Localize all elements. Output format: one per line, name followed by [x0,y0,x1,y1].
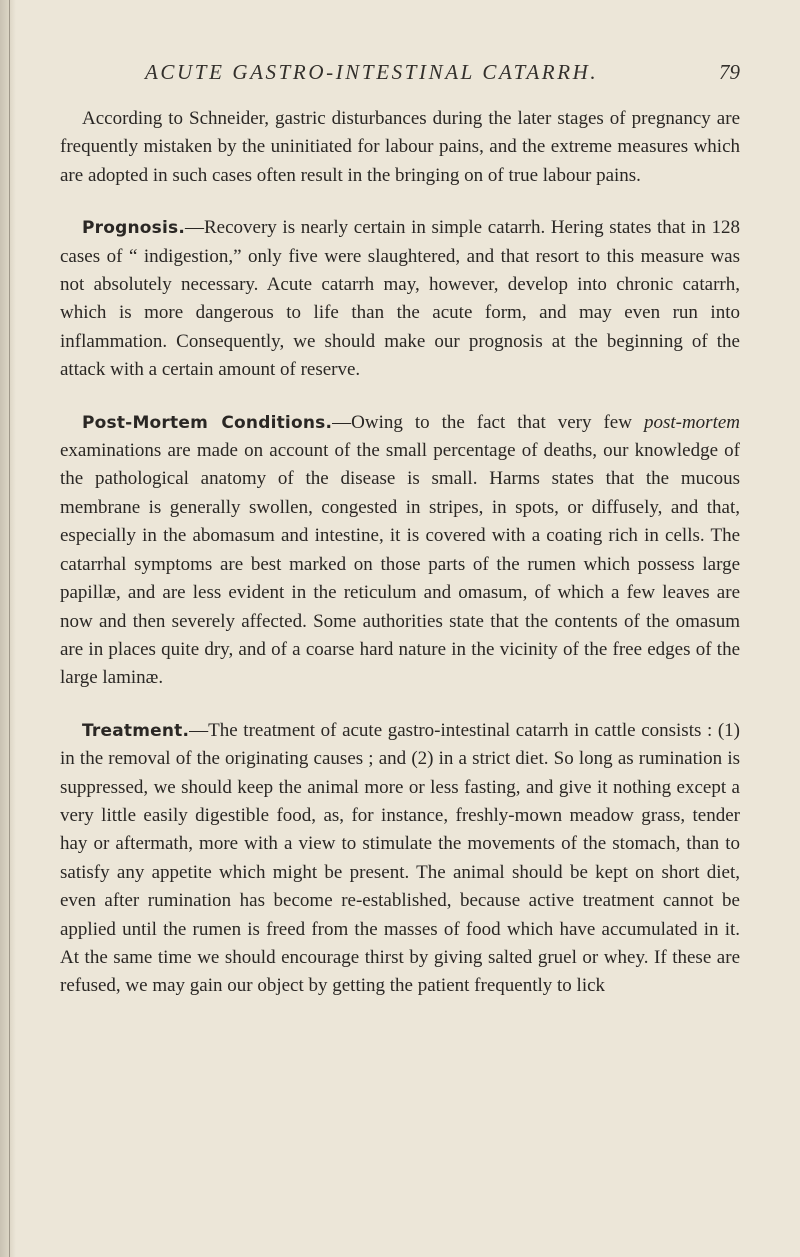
paragraph-text: —The treatment of acute gastro-intestinal catarrh in cattle consists : (1) in the removal of the originating causes ; and (2) in a strict diet. So long as rumination is suppressed, we should keep the animal more or less fasting, and give it nothing except a very little easily digestible food, as, for instance, freshly-mown meadow grass, tender hay or aftermath, more with a view to stimulate the movements of the stomach, than to satisfy any appetite which might be present. The animal should be kept on short diet, even after rumination has become re-established, because active treatment cannot be applied until the rumen is freed from the masses of food which have accumulated in it. At the same time we should encourage thirst by giving salted gruel or whey. If these are refused, we may gain our object by getting the patient frequently to lick [60,719,740,997]
paragraph-post-mortem [60,409,740,693]
book-page [60,56,741,997]
page-binding-shadow [0,0,16,1257]
page-body [60,105,740,1001]
paragraph-prognosis [60,214,740,384]
paragraph-text: —Owing to the fact that very few [332,411,644,433]
paragraph-text: examinations are made on account of the small percentage of deaths, our knowledge of the pathological anatomy of the disease is small. Harms states that the mucous membrane is generally swollen, congested in stripes, in spots, or diffusely, and that, especially in the abomasum and intestine, it is covered with a coating rich in cells. The catarrhal symptoms are best marked on those parts of the rumen which possess large papillæ, and are less evident in the reticulum and omasum, of which a few leaves are now and then severely affected. Some authorities state that the contents of the omasum are in places quite dry, and of a coarse hard nature in the vicinity of the free edges of the large laminæ. [60,440,740,689]
page-header [60,56,740,92]
page-binding-line [9,0,10,1257]
paragraph-text: —Recovery is nearly certain in simple catarrh. Hering states that in 128 cases of “ indigestion,” only five were slaughtered, and that resort to this measure was not absolutely necessary. Acute catarrh may, however, develop into chronic catarrh, which is more dangerous to life than the acute form, and may even run into inflammation. Consequently, we should make our prognosis at the beginning of the attack with a certain amount of reserve. [60,217,740,381]
paragraph-treatment [60,717,740,1001]
page-number: 79 [719,60,740,84]
section-heading-post-mortem: Post-Mortem Conditions. [82,412,333,433]
italic-term: post-mortem [643,411,741,433]
paragraph-pregnancy [60,105,740,190]
running-title: ACUTE GASTRO-INTESTINAL CATARRH. [145,60,599,84]
section-heading-prognosis: Prognosis. [82,218,185,239]
paragraph-text: According to Schneider, gastric disturbances during the later stages of pregnancy are frequently mistaken by the uninitiated for labour pains, and the extreme measures which are adopted in such cases often result in the bringing on of true labour pains. [60,108,740,186]
section-heading-treatment: Treatment. [82,720,190,741]
